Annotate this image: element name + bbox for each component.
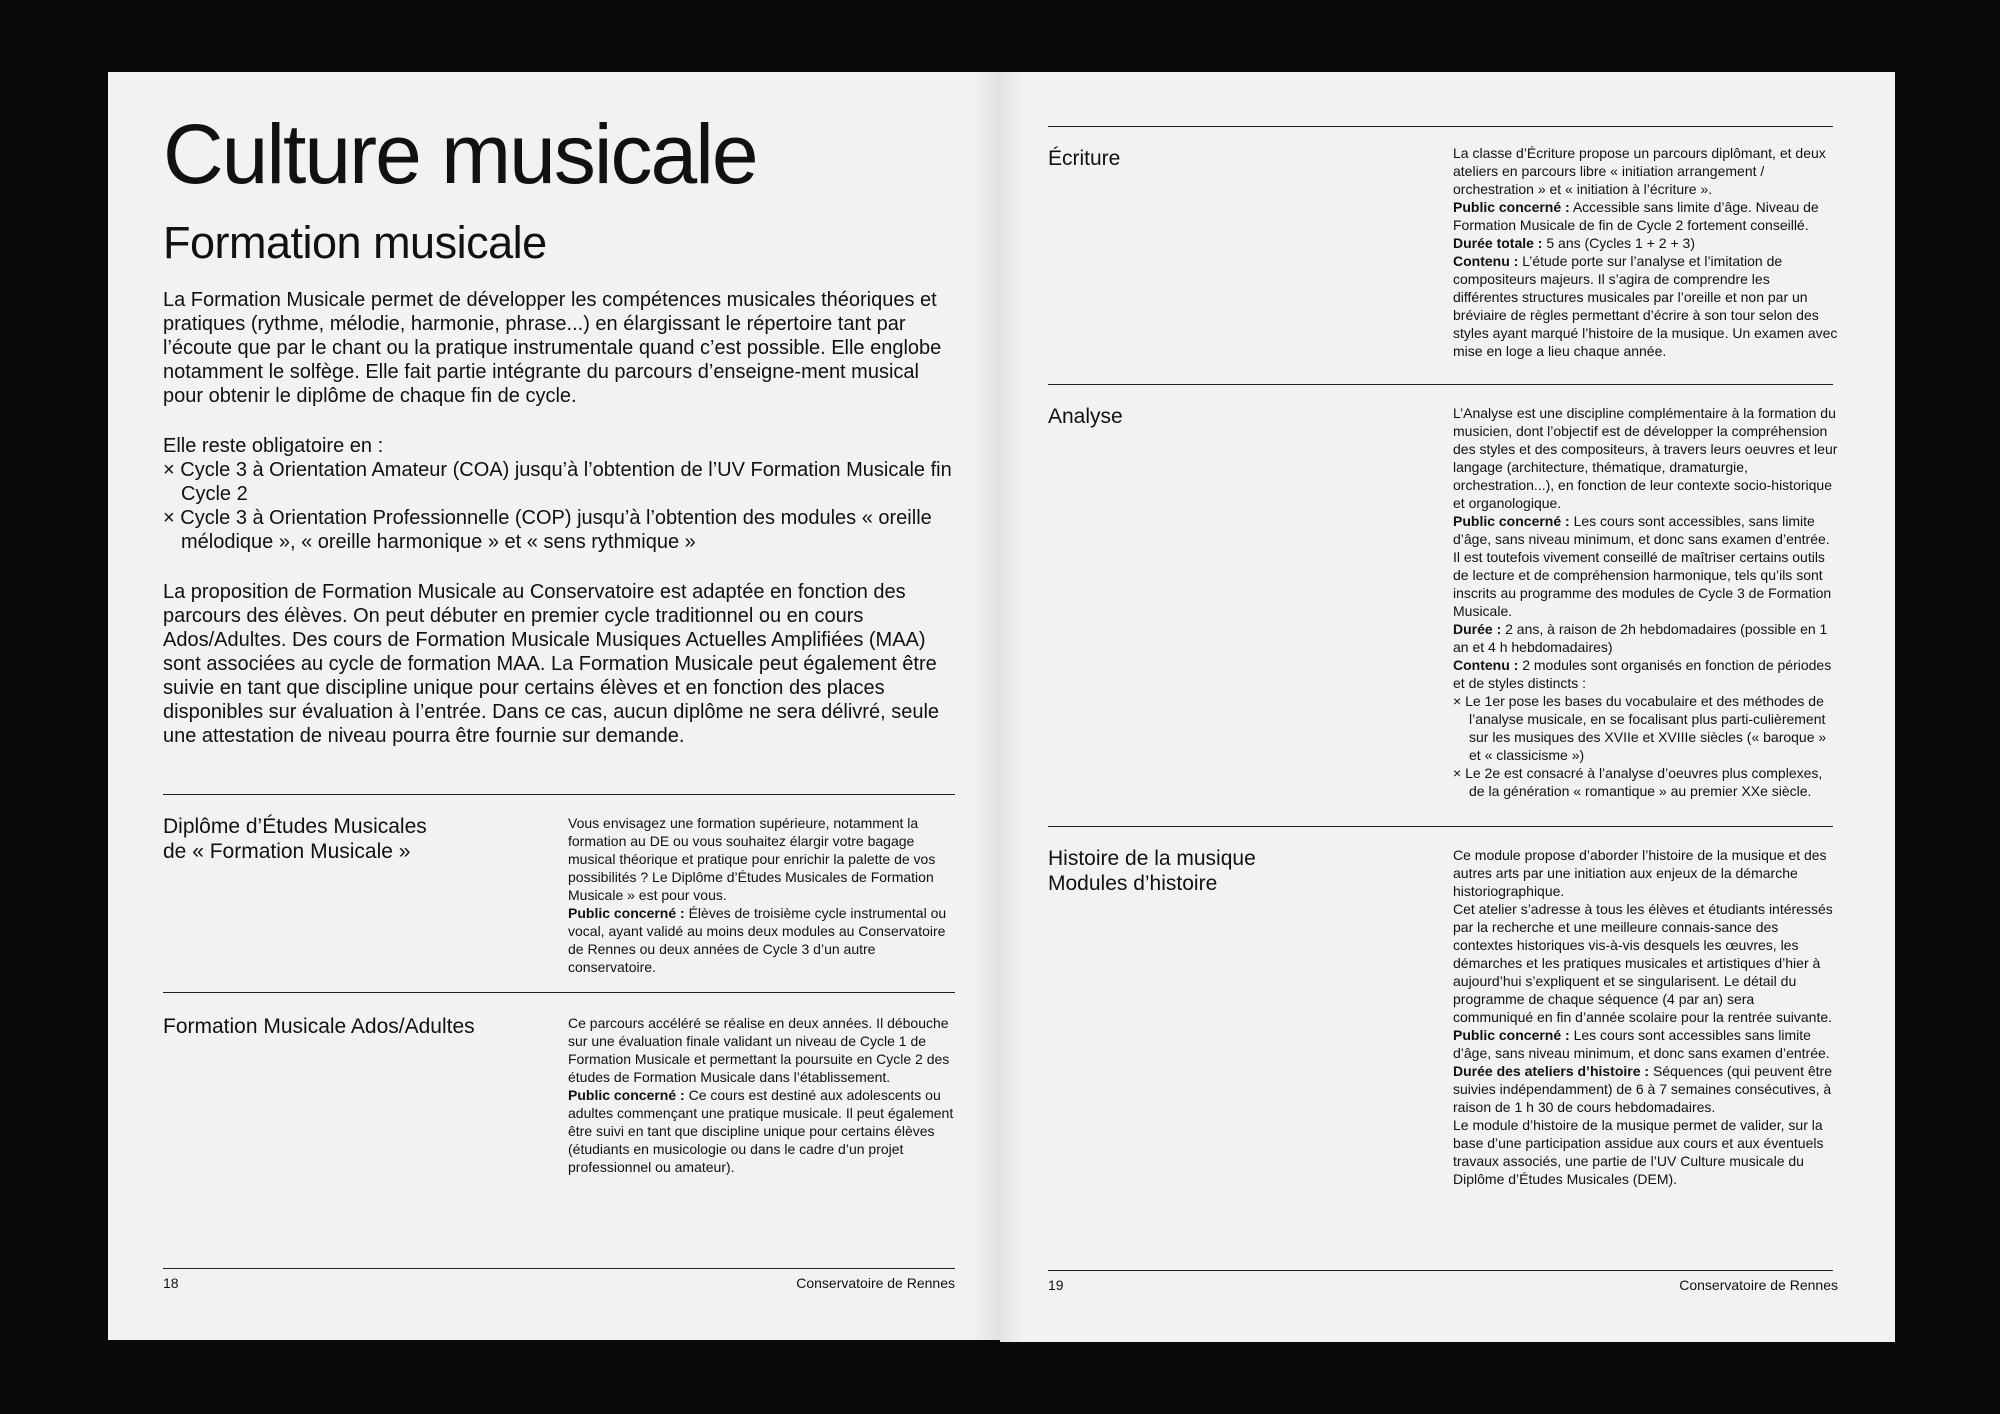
footer-publisher: Conservatoire de Rennes	[1679, 1277, 1838, 1293]
list-item: × Le 2e est consacré à l’analyse d’oeuvres plus complexes, de la génération « romantique » au premier XXe siècle.	[1453, 764, 1838, 800]
page-title: Culture musicale	[163, 107, 757, 201]
section-text-dem: Vous envisagez une formation supérieure, notamment la formation au DE ou vous souhaitez élargir votre bagage musical théorique et pratique pour enrichir la palette de vos possibilités ? Le Diplôme d’Études Musicales de Formation Musicale » est pour vous. Public concerné : Élèves de troisième cycle instrumental ou vocal, ayant validé au moins deux modules au Conservatoire de Rennes ou deux années de Cycle 3 d’un autre conservatoire.	[568, 815, 947, 975]
footer-divider	[1048, 1270, 1833, 1271]
section-heading-ados: Formation Musicale Ados/Adultes	[163, 1015, 475, 1038]
label: Contenu :	[1453, 657, 1519, 673]
divider	[1048, 384, 1833, 385]
page-number: 18	[163, 1275, 179, 1291]
label: Durée totale :	[1453, 235, 1543, 251]
divider	[1048, 126, 1833, 127]
section-text-histoire: Ce module propose d’aborder l’histoire de la musique et des autres arts par une initiation aux enjeux de la démarche historiographique. Cet atelier s’adresse à tous les élèves et étudiants intéressés par la recherche et une meilleure connais-sance des contextes historiques vis-à-vis desquels les œuvres, les démarches et les pratiques musicales et artistiques d’hier à aujourd’hui s’expliquent et se singularisent. Le détail du programme de chaque séquence (4 par an) sera communiqué en fin d’année scolaire pour la rentrée suivante. Public concerné : Les cours sont accessibles sans limite d’âge, sans niveau minimum, et donc sans examen d’entrée. Durée des ateliers d’histoire : Séquences (qui peuvent être suivies indépendamment) de 6 à 7 semaines consécutives, à raison de 1 h 30 de cours hebdomadaires. Le module d’histoire de la musique permet de valider, sur la base d’une participation assidue aux cours et aux éventuels travaux associés, une partie de l’UV Culture musicale du Diplôme d’Études Musicales (DEM).	[1453, 847, 1833, 1187]
label: Public concerné :	[1453, 1027, 1570, 1043]
section-text-analyse: L’Analyse est une discipline complémentaire à la formation du musicien, dont l’objectif est de développer la compréhension des styles et des compositeurs, à travers leurs oeuvres et leur langage (architecture, thématique, dramaturgie, orchestration...), en fonction de leur contexte socio-historique et organologique. Public concerné : Les cours sont accessibles, sans limite d’âge, sans niveau minimum, et donc sans examen d’entrée. Il est toutefois vivement conseillé de maîtriser certains outils de lecture et de compréhension harmonique, tels qu’ils sont inscrits au programme des modules de Cycle 3 de Formation Musicale. Durée : 2 ans, à raison de 2h hebdomadaires (possible en 1 an et 4 h hebdomadaires) Contenu : 2 modules sont organisés en fonction de périodes et de styles distincts : × Le 1er pose les bases du vocabulaire et des méthodes de l’analyse musicale, en se focalisant plus parti-culièrement sur les musiques des XVIIe et XVIIIe siècles (« baroque » et « classicisme ») × Le 2e est consacré à l’analyse d’oeuvres plus complexes, de la génération « romantique » au premier XXe siècle.	[1453, 404, 1838, 800]
page-number: 19	[1048, 1277, 1064, 1293]
footer-publisher: Conservatoire de Rennes	[796, 1275, 955, 1291]
section-heading-histoire: Histoire de la musique Modules d’histoire	[1048, 847, 1256, 895]
left-page	[108, 72, 1000, 1340]
proposition-paragraph: La proposition de Formation Musicale au Conservatoire est adaptée en fonction des parcours des élèves. On peut débuter en premier cycle traditionnel ou en cours Ados/Adultes. Des cours de Formation Musicale Musiques Actuelles Amplifiées (MAA) sont associées au cycle de formation MAA. La Formation Musicale peut également être suivie en tant que discipline unique pour certains élèves et en fonction des places disponibles sur évaluation à l’entrée. Dans ce cas, aucun diplôme ne sera délivré, seule une attestation de niveau pourra être fournie sur demande.	[163, 581, 940, 747]
list-item: × Cycle 3 à Orientation Professionnelle (COP) jusqu’à l’obtention des modules « oreille mélodique », « oreille harmonique » et « sens rythmique »	[163, 506, 963, 554]
obligation-lead: Elle reste obligatoire en :	[163, 435, 384, 457]
obligation-block	[163, 434, 963, 554]
right-page	[1000, 72, 1895, 1342]
footer-divider	[163, 1268, 955, 1269]
divider	[163, 992, 955, 993]
obligation-list	[163, 458, 963, 554]
label: Contenu :	[1453, 253, 1519, 269]
section-text-ecriture: La classe d’Écriture propose un parcours diplômant, et deux ateliers en parcours libre « initiation arrangement / orchestration » et « initiation à l’écriture ». Public concerné : Accessible sans limite d’âge. Niveau de Formation Musicale de fin de Cycle 2 fortement conseillé. Durée totale : 5 ans (Cycles 1 + 2 + 3) Contenu : L’étude porte sur l’analyse et l’imitation de compositeurs majeurs. Il s’agira de comprendre les différentes structures musicales par l’oreille et non par un bréviaire de règles permettant d’écrire à son tour selon des styles ayant marqué l’histoire de la musique. Un examen avec mise en loge a lieu chaque année.	[1453, 145, 1838, 359]
section-subtitle: Formation musicale	[163, 217, 547, 268]
divider	[1048, 826, 1833, 827]
label: Durée des ateliers d’histoire :	[1453, 1063, 1650, 1079]
label: Public concerné :	[1453, 199, 1570, 215]
label: Public concerné :	[568, 1087, 685, 1103]
label: Public concerné :	[568, 905, 685, 921]
section-heading-ecriture: Écriture	[1048, 147, 1121, 170]
section-text-ados: Ce parcours accéléré se réalise en deux années. Il débouche sur une évaluation finale validant un niveau de Cycle 1 de Formation Musicale et permettant la poursuite en Cycle 2 des études de Formation Musicale dans l’établissement. Public concerné : Ce cours est destiné aux adolescents ou adultes commençant une pratique musicale. Il peut également être suivi en tant que discipline unique pour certains élèves (étudiants en musicologie ou dans le cadre d’un projet professionnel ou amateur).	[568, 1015, 954, 1175]
intro-paragraph: La Formation Musicale permet de développer les compétences musicales théoriques et pratiques (rythme, mélodie, harmonie, phrase...) en élargissant le répertoire tant par l’écoute que par le chant ou la pratique instrumentale quand c’est possible. Elle englobe notamment le solfège. Elle fait partie intégrante du parcours d’enseigne-ment musical pour obtenir le diplôme de chaque fin de cycle.	[163, 289, 942, 407]
analyse-modules-list	[1453, 692, 1838, 800]
list-item: × Le 1er pose les bases du vocabulaire et des méthodes de l’analyse musicale, en se focalisant plus parti-culièrement sur les musiques des XVIIe et XVIIIe siècles (« baroque » et « classicisme »)	[1453, 692, 1838, 764]
label: Public concerné :	[1453, 513, 1570, 529]
label: Durée :	[1453, 621, 1502, 637]
section-heading-dem: Diplôme d’Études Musicales de « Formation Musicale »	[163, 815, 427, 863]
section-heading-analyse: Analyse	[1048, 405, 1123, 428]
divider	[163, 794, 955, 795]
list-item: × Cycle 3 à Orientation Amateur (COA) jusqu’à l’obtention de l’UV Formation Musicale fin Cycle 2	[163, 458, 963, 506]
